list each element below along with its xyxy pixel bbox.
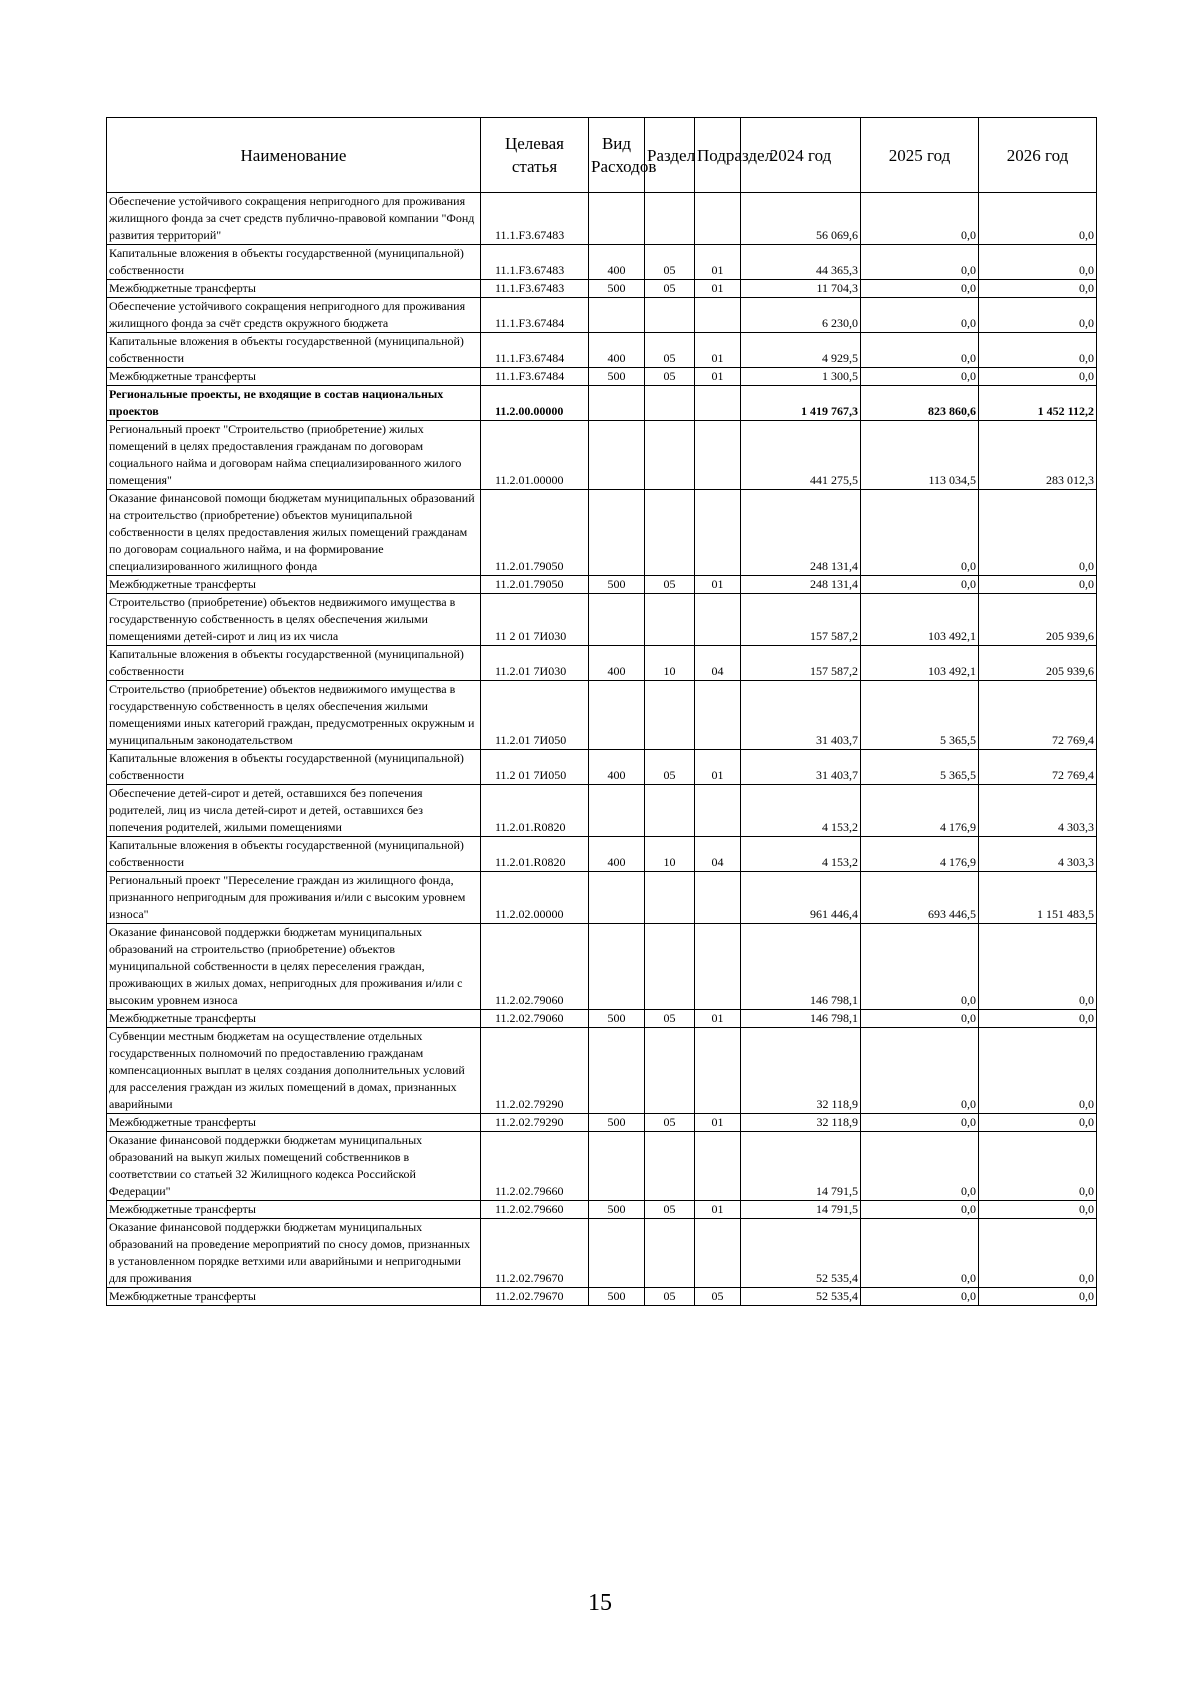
- row-amount-2026: 0,0: [979, 490, 1097, 576]
- row-amount-2024: 4 929,5: [741, 333, 861, 368]
- row-subsection: [695, 490, 741, 576]
- row-amount-2024: 4 153,2: [741, 837, 861, 872]
- row-name: Строительство (приобретение) объектов недвижимого имущества в государственную собственность в целях обеспечения жилыми помещениями иных категорий граждан, предусмотренных окружным и муниципальным законодательством: [107, 681, 481, 750]
- row-amount-2025: 0,0: [861, 280, 979, 298]
- header-expense-type: Вид Расходов: [589, 118, 645, 193]
- row-name: Оказание финансовой поддержки бюджетам муниципальных образований на выкуп жилых помещений собственников в соответствии со статьей 32 Жилищного кодекса Российской Федерации": [107, 1132, 481, 1201]
- row-target-article: 11.2.02.79060: [481, 1010, 589, 1028]
- row-expense-type: 500: [589, 368, 645, 386]
- row-expense-type: 500: [589, 280, 645, 298]
- row-name: Капитальные вложения в объекты государственной (муниципальной) собственности: [107, 333, 481, 368]
- row-amount-2025: 0,0: [861, 1288, 979, 1306]
- row-section: [645, 872, 695, 924]
- row-target-article: 11.2.01 7И030: [481, 646, 589, 681]
- row-amount-2024: 146 798,1: [741, 924, 861, 1010]
- page-number: 15: [588, 1590, 612, 1616]
- row-target-article: 11.1.F3.67484: [481, 368, 589, 386]
- row-amount-2026: 72 769,4: [979, 681, 1097, 750]
- row-amount-2024: 146 798,1: [741, 1010, 861, 1028]
- budget-table: [106, 117, 1097, 1306]
- header-target-article: Целевая статья: [481, 118, 589, 193]
- row-subsection: 01: [695, 280, 741, 298]
- row-target-article: 11.1.F3.67484: [481, 298, 589, 333]
- row-amount-2025: 103 492,1: [861, 646, 979, 681]
- row-subsection: [695, 681, 741, 750]
- row-subsection: 01: [695, 576, 741, 594]
- row-subsection: 05: [695, 1288, 741, 1306]
- row-name: Капитальные вложения в объекты государственной (муниципальной) собственности: [107, 646, 481, 681]
- row-amount-2026: 0,0: [979, 193, 1097, 245]
- row-expense-type: [589, 1219, 645, 1288]
- row-expense-type: 400: [589, 837, 645, 872]
- row-subsection: [695, 1219, 741, 1288]
- row-amount-2024: 44 365,3: [741, 245, 861, 280]
- row-subsection: [695, 1132, 741, 1201]
- row-name: Оказание финансовой поддержки бюджетам муниципальных образований на проведение мероприятий по сносу домов, признанных в установленном порядке ветхими или аварийными и непригодными для проживания: [107, 1219, 481, 1288]
- row-amount-2024: 961 446,4: [741, 872, 861, 924]
- row-amount-2024: 31 403,7: [741, 681, 861, 750]
- row-target-article: 11.1.F3.67484: [481, 333, 589, 368]
- row-target-article: 11.2.02.79060: [481, 924, 589, 1010]
- row-subsection: [695, 298, 741, 333]
- row-amount-2025: 0,0: [861, 490, 979, 576]
- row-name: Межбюджетные трансферты: [107, 368, 481, 386]
- row-name: Обеспечение детей-сирот и детей, оставшихся без попечения родителей, лиц из числа детей-сирот и детей, оставшихся без попечения родителей, жилыми помещениями: [107, 785, 481, 837]
- row-section: 05: [645, 1288, 695, 1306]
- row-amount-2024: 4 153,2: [741, 785, 861, 837]
- row-section: [645, 1132, 695, 1201]
- row-subsection: 01: [695, 245, 741, 280]
- row-amount-2024: 14 791,5: [741, 1132, 861, 1201]
- row-section: [645, 490, 695, 576]
- table-body: [107, 193, 1097, 1306]
- row-amount-2026: 0,0: [979, 1132, 1097, 1201]
- row-target-article: 11.2.02.00000: [481, 872, 589, 924]
- row-amount-2026: 0,0: [979, 1201, 1097, 1219]
- row-amount-2025: 0,0: [861, 576, 979, 594]
- row-expense-type: [589, 298, 645, 333]
- row-amount-2026: 0,0: [979, 1010, 1097, 1028]
- row-section: 05: [645, 1114, 695, 1132]
- row-amount-2026: 1 452 112,2: [979, 386, 1097, 421]
- row-expense-type: [589, 193, 645, 245]
- row-amount-2025: 0,0: [861, 1132, 979, 1201]
- row-subsection: 01: [695, 1010, 741, 1028]
- row-amount-2025: 0,0: [861, 1201, 979, 1219]
- row-amount-2025: 0,0: [861, 193, 979, 245]
- row-amount-2025: 823 860,6: [861, 386, 979, 421]
- row-amount-2024: 32 118,9: [741, 1114, 861, 1132]
- row-name: Субвенции местным бюджетам на осуществление отдельных государственных полномочий по предоставлению гражданам компенсационных выплат в целях создания дополнительных условий для расселения граждан из жилых помещений в домах, признанных аварийными: [107, 1028, 481, 1114]
- row-amount-2025: 0,0: [861, 298, 979, 333]
- row-expense-type: 500: [589, 1288, 645, 1306]
- row-amount-2024: 14 791,5: [741, 1201, 861, 1219]
- row-target-article: 11.2.02.79670: [481, 1219, 589, 1288]
- row-amount-2024: 6 230,0: [741, 298, 861, 333]
- row-expense-type: 500: [589, 576, 645, 594]
- row-name: Обеспечение устойчивого сокращения непригодного для проживания жилищного фонда за счёт средств окружного бюджета: [107, 298, 481, 333]
- row-amount-2025: 0,0: [861, 245, 979, 280]
- row-target-article: 11.2.02.79670: [481, 1288, 589, 1306]
- row-amount-2025: 4 176,9: [861, 837, 979, 872]
- row-section: 05: [645, 1201, 695, 1219]
- row-amount-2026: 0,0: [979, 298, 1097, 333]
- table-row: [107, 1201, 1097, 1219]
- row-section: 05: [645, 333, 695, 368]
- row-amount-2024: 157 587,2: [741, 594, 861, 646]
- row-amount-2025: 5 365,5: [861, 750, 979, 785]
- row-name: Оказание финансовой помощи бюджетам муниципальных образований на строительство (приобретение) объектов муниципальной собственности в целях предоставления жилых помещений гражданам по договорам социального найма, и на формирование специализированного жилищного фонда: [107, 490, 481, 576]
- header-name: Наименование: [107, 118, 481, 193]
- row-target-article: 11.1.F3.67483: [481, 245, 589, 280]
- row-amount-2024: 32 118,9: [741, 1028, 861, 1114]
- table-row: [107, 681, 1097, 750]
- row-amount-2026: 0,0: [979, 1219, 1097, 1288]
- row-amount-2026: 72 769,4: [979, 750, 1097, 785]
- row-subsection: [695, 193, 741, 245]
- row-amount-2024: 441 275,5: [741, 421, 861, 490]
- row-subsection: 01: [695, 333, 741, 368]
- table-row: [107, 1219, 1097, 1288]
- row-amount-2024: 52 535,4: [741, 1219, 861, 1288]
- table-header-row: [107, 118, 1097, 193]
- table-row: [107, 872, 1097, 924]
- row-section: 10: [645, 646, 695, 681]
- table-row: [107, 1288, 1097, 1306]
- row-amount-2025: 4 176,9: [861, 785, 979, 837]
- row-name: Региональный проект "Переселение граждан из жилищного фонда, признанного непригодным для проживания и/или с высоким уровнем износа": [107, 872, 481, 924]
- table-row: [107, 490, 1097, 576]
- row-name: Межбюджетные трансферты: [107, 1010, 481, 1028]
- table-row: [107, 193, 1097, 245]
- row-expense-type: [589, 1028, 645, 1114]
- row-amount-2024: 56 069,6: [741, 193, 861, 245]
- row-section: 10: [645, 837, 695, 872]
- row-amount-2026: 0,0: [979, 1114, 1097, 1132]
- table-row: [107, 1028, 1097, 1114]
- row-section: 05: [645, 750, 695, 785]
- row-amount-2025: 113 034,5: [861, 421, 979, 490]
- row-amount-2026: 283 012,3: [979, 421, 1097, 490]
- row-amount-2024: 1 300,5: [741, 368, 861, 386]
- row-target-article: 11.2 01 7И050: [481, 750, 589, 785]
- table-row: [107, 750, 1097, 785]
- row-amount-2026: 205 939,6: [979, 594, 1097, 646]
- row-name: Межбюджетные трансферты: [107, 576, 481, 594]
- row-amount-2024: 52 535,4: [741, 1288, 861, 1306]
- table-row: [107, 576, 1097, 594]
- row-amount-2026: 0,0: [979, 576, 1097, 594]
- row-subsection: [695, 785, 741, 837]
- row-amount-2024: 157 587,2: [741, 646, 861, 681]
- row-name: Оказание финансовой поддержки бюджетам муниципальных образований на строительство (приобретение) объектов муниципальной собственности в целях переселения граждан, проживающих в жилых домах, непригодных для проживания и/или с высоким уровнем износа: [107, 924, 481, 1010]
- row-expense-type: 400: [589, 333, 645, 368]
- row-amount-2024: 31 403,7: [741, 750, 861, 785]
- row-target-article: 11 2 01 7И030: [481, 594, 589, 646]
- row-amount-2026: 205 939,6: [979, 646, 1097, 681]
- row-amount-2025: 693 446,5: [861, 872, 979, 924]
- row-expense-type: [589, 490, 645, 576]
- row-subsection: 01: [695, 368, 741, 386]
- row-section: 05: [645, 1010, 695, 1028]
- table-row: [107, 368, 1097, 386]
- row-name: Региональный проект "Строительство (приобретение) жилых помещений в целях предоставления гражданам по договорам социального найма и договорам найма специализированного жилого помещения": [107, 421, 481, 490]
- row-expense-type: [589, 785, 645, 837]
- row-section: [645, 681, 695, 750]
- row-section: [645, 193, 695, 245]
- row-expense-type: [589, 421, 645, 490]
- row-amount-2026: 1 151 483,5: [979, 872, 1097, 924]
- table-row: [107, 280, 1097, 298]
- table-row: [107, 785, 1097, 837]
- row-amount-2026: 4 303,3: [979, 785, 1097, 837]
- row-target-article: 11.2.02.79290: [481, 1114, 589, 1132]
- header-section: Раздел: [645, 118, 695, 193]
- row-amount-2024: 1 419 767,3: [741, 386, 861, 421]
- row-name: Капитальные вложения в объекты государственной (муниципальной) собственности: [107, 245, 481, 280]
- row-target-article: 11.1.F3.67483: [481, 280, 589, 298]
- row-subsection: 01: [695, 750, 741, 785]
- row-amount-2025: 5 365,5: [861, 681, 979, 750]
- row-expense-type: [589, 1132, 645, 1201]
- row-amount-2026: 0,0: [979, 333, 1097, 368]
- table-row: [107, 298, 1097, 333]
- row-section: [645, 298, 695, 333]
- row-expense-type: 500: [589, 1114, 645, 1132]
- table-row: [107, 837, 1097, 872]
- row-section: [645, 785, 695, 837]
- row-expense-type: 400: [589, 646, 645, 681]
- row-name: Капитальные вложения в объекты государственной (муниципальной) собственности: [107, 750, 481, 785]
- row-target-article: 11.2.00.00000: [481, 386, 589, 421]
- row-subsection: [695, 594, 741, 646]
- row-section: [645, 924, 695, 1010]
- row-expense-type: 500: [589, 1201, 645, 1219]
- row-amount-2024: 248 131,4: [741, 490, 861, 576]
- row-amount-2026: 0,0: [979, 1028, 1097, 1114]
- row-name: Обеспечение устойчивого сокращения непригодного для проживания жилищного фонда за счет средств публично-правовой компании "Фонд развития территорий": [107, 193, 481, 245]
- row-name: Региональные проекты, не входящие в состав национальных проектов: [107, 386, 481, 421]
- row-amount-2025: 0,0: [861, 1219, 979, 1288]
- row-section: 05: [645, 368, 695, 386]
- row-section: [645, 386, 695, 421]
- row-subsection: [695, 924, 741, 1010]
- row-amount-2026: 0,0: [979, 280, 1097, 298]
- row-target-article: 11.2.01.R0820: [481, 837, 589, 872]
- row-expense-type: [589, 594, 645, 646]
- row-name: Межбюджетные трансферты: [107, 1201, 481, 1219]
- row-expense-type: [589, 872, 645, 924]
- row-subsection: [695, 421, 741, 490]
- row-name: Строительство (приобретение) объектов недвижимого имущества в государственную собственность в целях обеспечения жилыми помещениями детей-сирот и лиц из их числа: [107, 594, 481, 646]
- row-amount-2026: 0,0: [979, 245, 1097, 280]
- table-row: [107, 1010, 1097, 1028]
- row-name: Межбюджетные трансферты: [107, 280, 481, 298]
- row-amount-2024: 248 131,4: [741, 576, 861, 594]
- row-amount-2026: 0,0: [979, 368, 1097, 386]
- header-subsection: Подраздел: [695, 118, 741, 193]
- row-section: 05: [645, 245, 695, 280]
- table-row: [107, 245, 1097, 280]
- row-amount-2026: 0,0: [979, 1288, 1097, 1306]
- row-subsection: [695, 386, 741, 421]
- header-year-2025: 2025 год: [861, 118, 979, 193]
- row-name: Капитальные вложения в объекты государственной (муниципальной) собственности: [107, 837, 481, 872]
- row-target-article: 11.2.02.79660: [481, 1132, 589, 1201]
- row-section: 05: [645, 576, 695, 594]
- row-subsection: [695, 872, 741, 924]
- row-amount-2025: 0,0: [861, 924, 979, 1010]
- row-target-article: 11.2.01 7И050: [481, 681, 589, 750]
- row-section: [645, 1219, 695, 1288]
- row-section: [645, 1028, 695, 1114]
- table-row: [107, 333, 1097, 368]
- row-subsection: 04: [695, 646, 741, 681]
- row-expense-type: [589, 681, 645, 750]
- row-amount-2026: 0,0: [979, 924, 1097, 1010]
- row-name: Межбюджетные трансферты: [107, 1288, 481, 1306]
- row-target-article: 11.2.02.79290: [481, 1028, 589, 1114]
- row-subsection: 01: [695, 1201, 741, 1219]
- row-target-article: 11.2.01.00000: [481, 421, 589, 490]
- row-section: [645, 594, 695, 646]
- row-target-article: 11.2.01.79050: [481, 490, 589, 576]
- row-target-article: 11.2.02.79660: [481, 1201, 589, 1219]
- table-row: [107, 646, 1097, 681]
- row-section: [645, 421, 695, 490]
- table-row: [107, 1132, 1097, 1201]
- header-year-2024: 2024 год: [741, 118, 861, 193]
- row-expense-type: 400: [589, 245, 645, 280]
- table-row: [107, 1114, 1097, 1132]
- row-expense-type: 500: [589, 1010, 645, 1028]
- row-target-article: 11.1.F3.67483: [481, 193, 589, 245]
- row-name: Межбюджетные трансферты: [107, 1114, 481, 1132]
- row-section: 05: [645, 280, 695, 298]
- header-year-2026: 2026 год: [979, 118, 1097, 193]
- row-subsection: 01: [695, 1114, 741, 1132]
- row-target-article: 11.2.01.R0820: [481, 785, 589, 837]
- table-row: [107, 386, 1097, 421]
- row-amount-2026: 4 303,3: [979, 837, 1097, 872]
- table-row: [107, 421, 1097, 490]
- row-amount-2025: 0,0: [861, 1114, 979, 1132]
- row-amount-2025: 0,0: [861, 1028, 979, 1114]
- row-amount-2025: 103 492,1: [861, 594, 979, 646]
- row-expense-type: [589, 386, 645, 421]
- row-target-article: 11.2.01.79050: [481, 576, 589, 594]
- table-row: [107, 924, 1097, 1010]
- row-amount-2025: 0,0: [861, 368, 979, 386]
- row-amount-2025: 0,0: [861, 333, 979, 368]
- row-subsection: [695, 1028, 741, 1114]
- row-amount-2025: 0,0: [861, 1010, 979, 1028]
- row-subsection: 04: [695, 837, 741, 872]
- row-expense-type: [589, 924, 645, 1010]
- row-expense-type: 400: [589, 750, 645, 785]
- row-amount-2024: 11 704,3: [741, 280, 861, 298]
- table-row: [107, 594, 1097, 646]
